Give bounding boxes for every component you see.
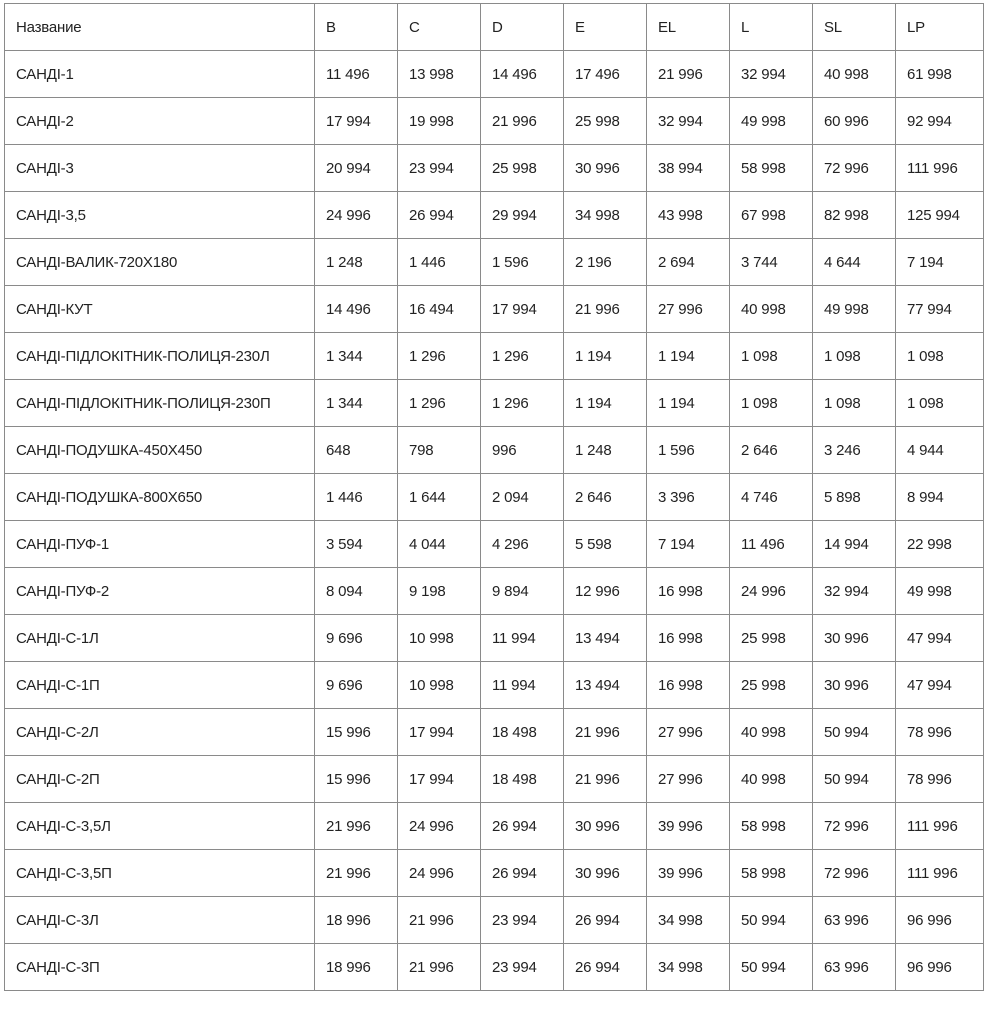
price-cell-l: 25 998 bbox=[730, 662, 813, 709]
price-cell-c: 24 996 bbox=[398, 850, 481, 897]
table-row bbox=[5, 380, 984, 427]
price-cell-lp: 96 996 bbox=[896, 897, 984, 944]
product-name-cell: САНДІ-3 bbox=[5, 145, 315, 192]
price-cell-l: 25 998 bbox=[730, 615, 813, 662]
price-cell-c: 17 994 bbox=[398, 756, 481, 803]
product-name-cell: САНДІ-ПІДЛОКІТНИК-ПОЛИЦЯ-230Л bbox=[5, 333, 315, 380]
price-cell-el: 2 694 bbox=[647, 239, 730, 286]
price-cell-l: 24 996 bbox=[730, 568, 813, 615]
price-cell-d: 4 296 bbox=[481, 521, 564, 568]
price-cell-e: 21 996 bbox=[564, 756, 647, 803]
price-cell-c: 1 446 bbox=[398, 239, 481, 286]
table-row bbox=[5, 662, 984, 709]
price-cell-lp: 125 994 bbox=[896, 192, 984, 239]
price-cell-d: 1 296 bbox=[481, 380, 564, 427]
price-cell-c: 1 296 bbox=[398, 333, 481, 380]
product-name-cell: САНДІ-2 bbox=[5, 98, 315, 145]
price-cell-b: 1 344 bbox=[315, 380, 398, 427]
price-table-body bbox=[5, 4, 984, 991]
price-cell-e: 30 996 bbox=[564, 145, 647, 192]
price-cell-sl: 5 898 bbox=[813, 474, 896, 521]
price-cell-e: 21 996 bbox=[564, 286, 647, 333]
price-cell-e: 30 996 bbox=[564, 850, 647, 897]
price-cell-d: 29 994 bbox=[481, 192, 564, 239]
product-name-cell: САНДІ-С-3,5П bbox=[5, 850, 315, 897]
product-name-cell: САНДІ-ПІДЛОКІТНИК-ПОЛИЦЯ-230П bbox=[5, 380, 315, 427]
price-cell-e: 13 494 bbox=[564, 662, 647, 709]
price-cell-el: 16 998 bbox=[647, 568, 730, 615]
price-cell-el: 16 998 bbox=[647, 662, 730, 709]
price-cell-el: 27 996 bbox=[647, 709, 730, 756]
price-cell-sl: 3 246 bbox=[813, 427, 896, 474]
price-cell-l: 40 998 bbox=[730, 286, 813, 333]
table-row bbox=[5, 521, 984, 568]
price-cell-e: 25 998 bbox=[564, 98, 647, 145]
price-cell-el: 38 994 bbox=[647, 145, 730, 192]
price-cell-c: 19 998 bbox=[398, 98, 481, 145]
price-cell-sl: 82 998 bbox=[813, 192, 896, 239]
price-cell-e: 12 996 bbox=[564, 568, 647, 615]
price-cell-d: 996 bbox=[481, 427, 564, 474]
column-header-b: B bbox=[315, 4, 398, 51]
price-table bbox=[4, 3, 984, 991]
price-cell-el: 43 998 bbox=[647, 192, 730, 239]
price-cell-d: 17 994 bbox=[481, 286, 564, 333]
price-cell-d: 23 994 bbox=[481, 944, 564, 991]
price-cell-b: 9 696 bbox=[315, 615, 398, 662]
price-cell-lp: 7 194 bbox=[896, 239, 984, 286]
price-cell-b: 18 996 bbox=[315, 944, 398, 991]
table-row bbox=[5, 192, 984, 239]
price-cell-l: 58 998 bbox=[730, 145, 813, 192]
price-cell-l: 40 998 bbox=[730, 756, 813, 803]
product-name-cell: САНДІ-ПОДУШКА-800Х650 bbox=[5, 474, 315, 521]
price-cell-d: 18 498 bbox=[481, 709, 564, 756]
price-cell-d: 11 994 bbox=[481, 615, 564, 662]
price-cell-e: 21 996 bbox=[564, 709, 647, 756]
price-cell-e: 26 994 bbox=[564, 897, 647, 944]
table-row bbox=[5, 98, 984, 145]
price-cell-d: 23 994 bbox=[481, 897, 564, 944]
price-cell-sl: 63 996 bbox=[813, 897, 896, 944]
price-cell-lp: 22 998 bbox=[896, 521, 984, 568]
column-header-d: D bbox=[481, 4, 564, 51]
price-cell-el: 7 194 bbox=[647, 521, 730, 568]
price-cell-c: 1 644 bbox=[398, 474, 481, 521]
price-cell-e: 34 998 bbox=[564, 192, 647, 239]
product-name-cell: САНДІ-1 bbox=[5, 51, 315, 98]
table-header-row bbox=[5, 4, 984, 51]
product-name-cell: САНДІ-С-3П bbox=[5, 944, 315, 991]
table-row bbox=[5, 333, 984, 380]
price-cell-d: 18 498 bbox=[481, 756, 564, 803]
price-cell-lp: 96 996 bbox=[896, 944, 984, 991]
price-cell-b: 1 344 bbox=[315, 333, 398, 380]
price-cell-lp: 1 098 bbox=[896, 380, 984, 427]
price-cell-c: 10 998 bbox=[398, 662, 481, 709]
price-cell-b: 8 094 bbox=[315, 568, 398, 615]
table-row bbox=[5, 51, 984, 98]
price-cell-lp: 111 996 bbox=[896, 145, 984, 192]
price-cell-el: 27 996 bbox=[647, 286, 730, 333]
column-header-l: L bbox=[730, 4, 813, 51]
price-cell-l: 40 998 bbox=[730, 709, 813, 756]
price-cell-e: 17 496 bbox=[564, 51, 647, 98]
price-cell-c: 13 998 bbox=[398, 51, 481, 98]
price-cell-sl: 72 996 bbox=[813, 803, 896, 850]
price-cell-lp: 78 996 bbox=[896, 709, 984, 756]
table-row bbox=[5, 239, 984, 286]
price-cell-b: 21 996 bbox=[315, 803, 398, 850]
price-cell-sl: 49 998 bbox=[813, 286, 896, 333]
price-cell-c: 10 998 bbox=[398, 615, 481, 662]
price-cell-l: 50 994 bbox=[730, 944, 813, 991]
price-cell-lp: 8 994 bbox=[896, 474, 984, 521]
price-cell-c: 24 996 bbox=[398, 803, 481, 850]
table-row bbox=[5, 803, 984, 850]
price-cell-lp: 77 994 bbox=[896, 286, 984, 333]
table-row bbox=[5, 615, 984, 662]
price-cell-e: 26 994 bbox=[564, 944, 647, 991]
price-cell-lp: 47 994 bbox=[896, 615, 984, 662]
price-cell-lp: 92 994 bbox=[896, 98, 984, 145]
price-cell-el: 3 396 bbox=[647, 474, 730, 521]
price-cell-b: 21 996 bbox=[315, 850, 398, 897]
price-cell-l: 49 998 bbox=[730, 98, 813, 145]
column-header-e: E bbox=[564, 4, 647, 51]
price-cell-d: 1 596 bbox=[481, 239, 564, 286]
price-cell-lp: 78 996 bbox=[896, 756, 984, 803]
price-cell-b: 15 996 bbox=[315, 709, 398, 756]
price-cell-c: 1 296 bbox=[398, 380, 481, 427]
price-cell-el: 27 996 bbox=[647, 756, 730, 803]
table-row bbox=[5, 286, 984, 333]
price-cell-b: 18 996 bbox=[315, 897, 398, 944]
price-cell-el: 34 998 bbox=[647, 897, 730, 944]
price-cell-el: 34 998 bbox=[647, 944, 730, 991]
price-cell-sl: 1 098 bbox=[813, 333, 896, 380]
price-cell-l: 32 994 bbox=[730, 51, 813, 98]
price-cell-c: 21 996 bbox=[398, 944, 481, 991]
price-cell-e: 5 598 bbox=[564, 521, 647, 568]
table-row bbox=[5, 474, 984, 521]
price-cell-b: 1 446 bbox=[315, 474, 398, 521]
price-cell-d: 21 996 bbox=[481, 98, 564, 145]
price-cell-sl: 63 996 bbox=[813, 944, 896, 991]
price-cell-c: 9 198 bbox=[398, 568, 481, 615]
price-cell-b: 24 996 bbox=[315, 192, 398, 239]
price-cell-c: 23 994 bbox=[398, 145, 481, 192]
price-cell-b: 15 996 bbox=[315, 756, 398, 803]
price-cell-el: 1 596 bbox=[647, 427, 730, 474]
table-row bbox=[5, 756, 984, 803]
table-row bbox=[5, 897, 984, 944]
price-cell-c: 17 994 bbox=[398, 709, 481, 756]
price-cell-lp: 111 996 bbox=[896, 850, 984, 897]
price-cell-l: 4 746 bbox=[730, 474, 813, 521]
product-name-cell: САНДІ-ПУФ-2 bbox=[5, 568, 315, 615]
price-cell-b: 11 496 bbox=[315, 51, 398, 98]
table-row bbox=[5, 427, 984, 474]
price-cell-lp: 47 994 bbox=[896, 662, 984, 709]
price-cell-b: 9 696 bbox=[315, 662, 398, 709]
product-name-cell: САНДІ-С-2Л bbox=[5, 709, 315, 756]
price-cell-l: 11 496 bbox=[730, 521, 813, 568]
price-cell-e: 2 646 bbox=[564, 474, 647, 521]
product-name-cell: САНДІ-С-1П bbox=[5, 662, 315, 709]
price-cell-sl: 32 994 bbox=[813, 568, 896, 615]
price-cell-b: 3 594 bbox=[315, 521, 398, 568]
price-cell-b: 17 994 bbox=[315, 98, 398, 145]
product-name-cell: САНДІ-ПОДУШКА-450Х450 bbox=[5, 427, 315, 474]
price-cell-d: 26 994 bbox=[481, 850, 564, 897]
product-name-cell: САНДІ-ВАЛИК-720Х180 bbox=[5, 239, 315, 286]
price-cell-l: 1 098 bbox=[730, 380, 813, 427]
product-name-cell: САНДІ-С-1Л bbox=[5, 615, 315, 662]
price-cell-l: 2 646 bbox=[730, 427, 813, 474]
product-name-cell: САНДІ-3,5 bbox=[5, 192, 315, 239]
price-cell-el: 1 194 bbox=[647, 380, 730, 427]
column-header-c: C bbox=[398, 4, 481, 51]
product-name-cell: САНДІ-КУТ bbox=[5, 286, 315, 333]
price-cell-lp: 49 998 bbox=[896, 568, 984, 615]
price-cell-sl: 30 996 bbox=[813, 662, 896, 709]
price-cell-el: 16 998 bbox=[647, 615, 730, 662]
price-cell-l: 1 098 bbox=[730, 333, 813, 380]
product-name-cell: САНДІ-С-3,5Л bbox=[5, 803, 315, 850]
price-cell-b: 1 248 bbox=[315, 239, 398, 286]
table-row bbox=[5, 145, 984, 192]
price-cell-d: 9 894 bbox=[481, 568, 564, 615]
product-name-cell: САНДІ-ПУФ-1 bbox=[5, 521, 315, 568]
price-cell-c: 26 994 bbox=[398, 192, 481, 239]
table-row bbox=[5, 709, 984, 756]
price-cell-sl: 30 996 bbox=[813, 615, 896, 662]
price-cell-sl: 14 994 bbox=[813, 521, 896, 568]
price-cell-sl: 50 994 bbox=[813, 756, 896, 803]
price-cell-lp: 4 944 bbox=[896, 427, 984, 474]
price-cell-el: 21 996 bbox=[647, 51, 730, 98]
column-header-el: EL bbox=[647, 4, 730, 51]
price-cell-d: 2 094 bbox=[481, 474, 564, 521]
price-cell-l: 50 994 bbox=[730, 897, 813, 944]
product-name-cell: САНДІ-С-2П bbox=[5, 756, 315, 803]
price-cell-el: 39 996 bbox=[647, 803, 730, 850]
price-table-container bbox=[4, 3, 984, 991]
price-cell-d: 26 994 bbox=[481, 803, 564, 850]
price-cell-sl: 60 996 bbox=[813, 98, 896, 145]
price-cell-d: 25 998 bbox=[481, 145, 564, 192]
column-header-sl: SL bbox=[813, 4, 896, 51]
price-cell-el: 32 994 bbox=[647, 98, 730, 145]
price-cell-e: 1 248 bbox=[564, 427, 647, 474]
price-cell-b: 14 496 bbox=[315, 286, 398, 333]
column-header-lp: LP bbox=[896, 4, 984, 51]
price-cell-e: 2 196 bbox=[564, 239, 647, 286]
price-cell-c: 21 996 bbox=[398, 897, 481, 944]
price-cell-c: 798 bbox=[398, 427, 481, 474]
table-row bbox=[5, 850, 984, 897]
price-cell-d: 14 496 bbox=[481, 51, 564, 98]
price-cell-e: 13 494 bbox=[564, 615, 647, 662]
column-header-name: Название bbox=[5, 4, 315, 51]
price-cell-lp: 61 998 bbox=[896, 51, 984, 98]
price-cell-sl: 40 998 bbox=[813, 51, 896, 98]
price-cell-c: 16 494 bbox=[398, 286, 481, 333]
price-cell-lp: 111 996 bbox=[896, 803, 984, 850]
price-cell-e: 30 996 bbox=[564, 803, 647, 850]
price-cell-b: 648 bbox=[315, 427, 398, 474]
price-cell-el: 1 194 bbox=[647, 333, 730, 380]
table-row bbox=[5, 568, 984, 615]
table-row bbox=[5, 944, 984, 991]
price-cell-el: 39 996 bbox=[647, 850, 730, 897]
price-cell-e: 1 194 bbox=[564, 380, 647, 427]
price-cell-l: 58 998 bbox=[730, 850, 813, 897]
price-cell-c: 4 044 bbox=[398, 521, 481, 568]
price-cell-d: 1 296 bbox=[481, 333, 564, 380]
price-cell-l: 58 998 bbox=[730, 803, 813, 850]
price-cell-d: 11 994 bbox=[481, 662, 564, 709]
price-cell-sl: 4 644 bbox=[813, 239, 896, 286]
price-cell-lp: 1 098 bbox=[896, 333, 984, 380]
price-cell-sl: 72 996 bbox=[813, 850, 896, 897]
price-cell-sl: 1 098 bbox=[813, 380, 896, 427]
product-name-cell: САНДІ-С-3Л bbox=[5, 897, 315, 944]
price-cell-sl: 72 996 bbox=[813, 145, 896, 192]
price-cell-e: 1 194 bbox=[564, 333, 647, 380]
price-cell-sl: 50 994 bbox=[813, 709, 896, 756]
price-cell-b: 20 994 bbox=[315, 145, 398, 192]
price-cell-l: 67 998 bbox=[730, 192, 813, 239]
price-cell-l: 3 744 bbox=[730, 239, 813, 286]
